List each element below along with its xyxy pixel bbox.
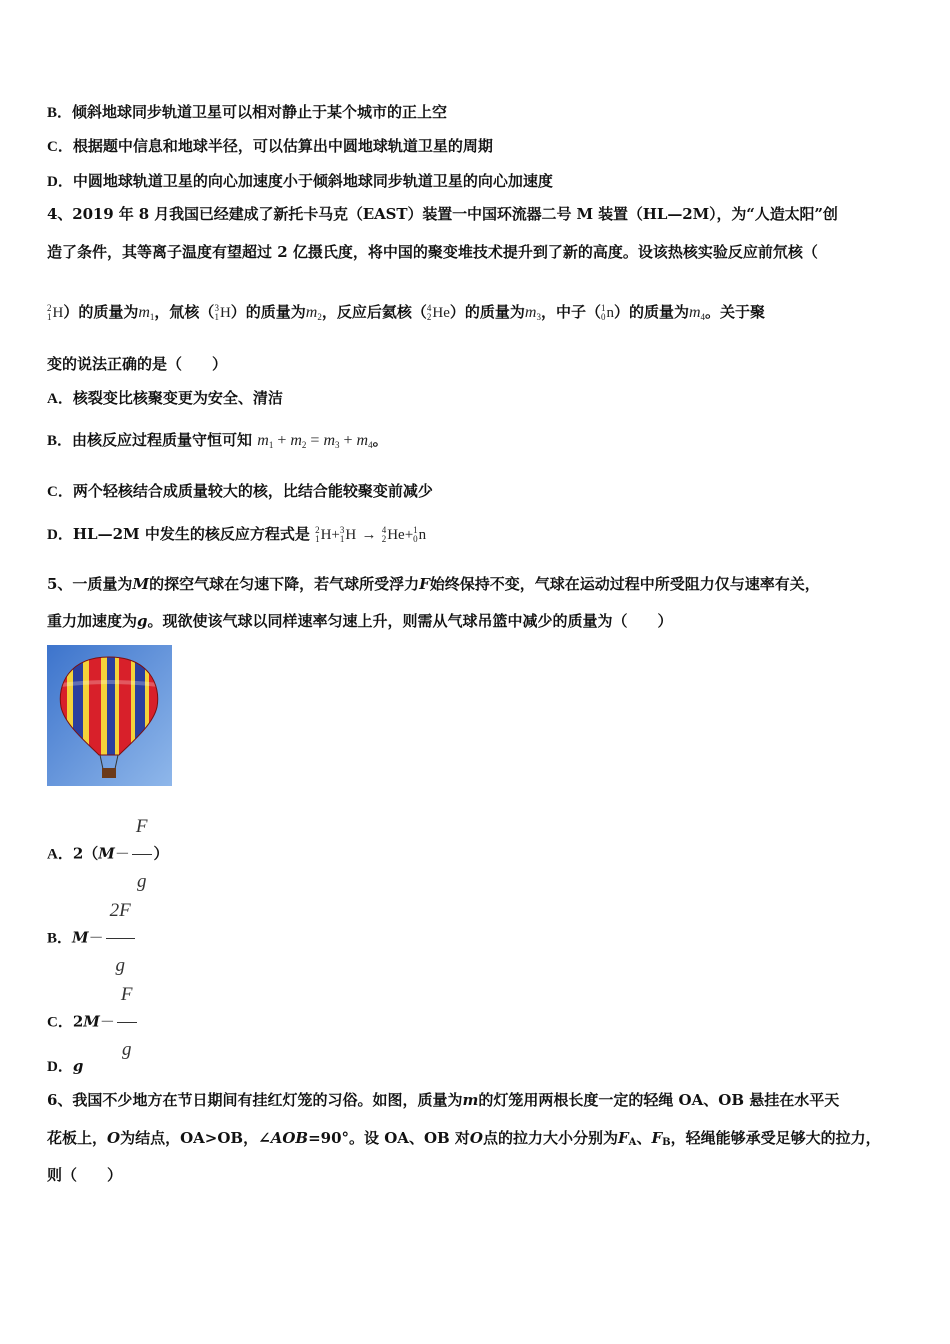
q4-stem-line4: 变的说法正确的是（ ） — [47, 355, 228, 373]
q5-option-b: B．M－ $\frac{2F}{g}$ — [47, 886, 137, 991]
mass-conservation-equation: m1 + m2 = m3 + m4 — [257, 432, 373, 450]
q6-stem-line3: 则（ ） — [47, 1166, 123, 1184]
q5-option-a: A．2（M－ $\frac{F}{g}$ ） — [47, 802, 169, 907]
fraction-f-over-g: $\frac{F}{g}$ — [117, 970, 137, 1075]
hot-air-balloon-image — [47, 645, 172, 786]
mass-m4: m4 — [688, 304, 706, 322]
q4-option-c: C．两个轻核结合成质量较大的核，比结合能较聚变前减少 — [47, 482, 433, 500]
q5-option-d: D．g — [47, 1057, 84, 1075]
mass-m2: m2 — [305, 304, 322, 322]
q3-option-c: C．根据题中信息和地球半径，可以估算出中圆地球轨道卫星的周期 — [47, 137, 493, 155]
q4-option-d: D．HL—2M 中发生的核反应方程式是 2 1 H + 3 1 H → 4 2 He + 1 0 n — [47, 525, 427, 544]
fraction-f-over-g: $\frac{F}{g}$ — [132, 802, 152, 907]
q4-stem-line1: 4、2019 年 8 月我国已经建成了新托卡马克（EAST）装置一中国环流器二号 M 装置（HL—2M），为“人造太阳”创 — [47, 205, 838, 223]
fraction-2f-over-g: $\frac{2F}{g}$ — [106, 886, 135, 991]
deuterium-nuclide: 2 1 H — [47, 303, 64, 322]
mass-m1: m1 — [138, 304, 155, 322]
helium-nuclide: 4 2 He — [426, 303, 450, 322]
q4-stem-line2: 造了条件，其等离子温度有望超过 2 亿摄氏度，将中国的聚变堆技术提升到了新的高度。设该热核实验反应前氘核（ — [47, 243, 818, 261]
q6-stem-line2: 花板上，O为结点，OA>OB，∠AOB=90°。设 OA、OB 对O点的拉力大小分别为$F_A$、$F_B$，轻绳能够承受足够大的拉力， — [47, 1129, 881, 1148]
q4-stem-line3: 2 1 H ）的质量为m1，氚核（ 3 1 H ）的质量为m2，反应后氦核（ 4 2 He ）的质量为m3，中子（ 1 0 n ）的质量为m4。关于聚 — [47, 303, 766, 322]
q4-option-a: A．核裂变比核聚变更为安全、清洁 — [47, 389, 283, 407]
q3-option-d: D．中圆地球轨道卫星的向心加速度小于倾斜地球同步轨道卫星的向心加速度 — [47, 172, 553, 190]
q5-option-c: C．2M－ $\frac{F}{g}$ — [47, 970, 139, 1075]
mass-m3: m3 — [524, 304, 541, 322]
neutron-nuclide: 1 0 n — [600, 303, 614, 322]
q6-stem-line1: 6、我国不少地方在节日期间有挂红灯笼的习俗。如图，质量为m的灯笼用两根长度一定的轻绳 OA、OB 悬挂在水平天 — [47, 1091, 840, 1109]
arrow-icon: → — [361, 527, 377, 543]
q5-stem-line2: 重力加速度为g。现欲使该气球以同样速率匀速上升，则需从气球吊篮中减少的质量为（ ） — [47, 612, 673, 630]
tritium-nuclide: 3 1 H — [214, 303, 231, 322]
q5-stem-line1: 5、一质量为M的探空气球在匀速下降，若气球所受浮力F始终保持不变，气球在运动过程中所受阻力仅与速率有关， — [47, 575, 820, 593]
fusion-equation: 2 1 H + 3 1 H → 4 2 He + 1 0 n — [315, 525, 427, 544]
q3-option-b: B．倾斜地球同步轨道卫星可以相对静止于某个城市的正上空 — [47, 103, 448, 121]
q4-option-b: B．由核反应过程质量守恒可知 m1 + m2 = m3 + m4。 — [47, 431, 388, 450]
